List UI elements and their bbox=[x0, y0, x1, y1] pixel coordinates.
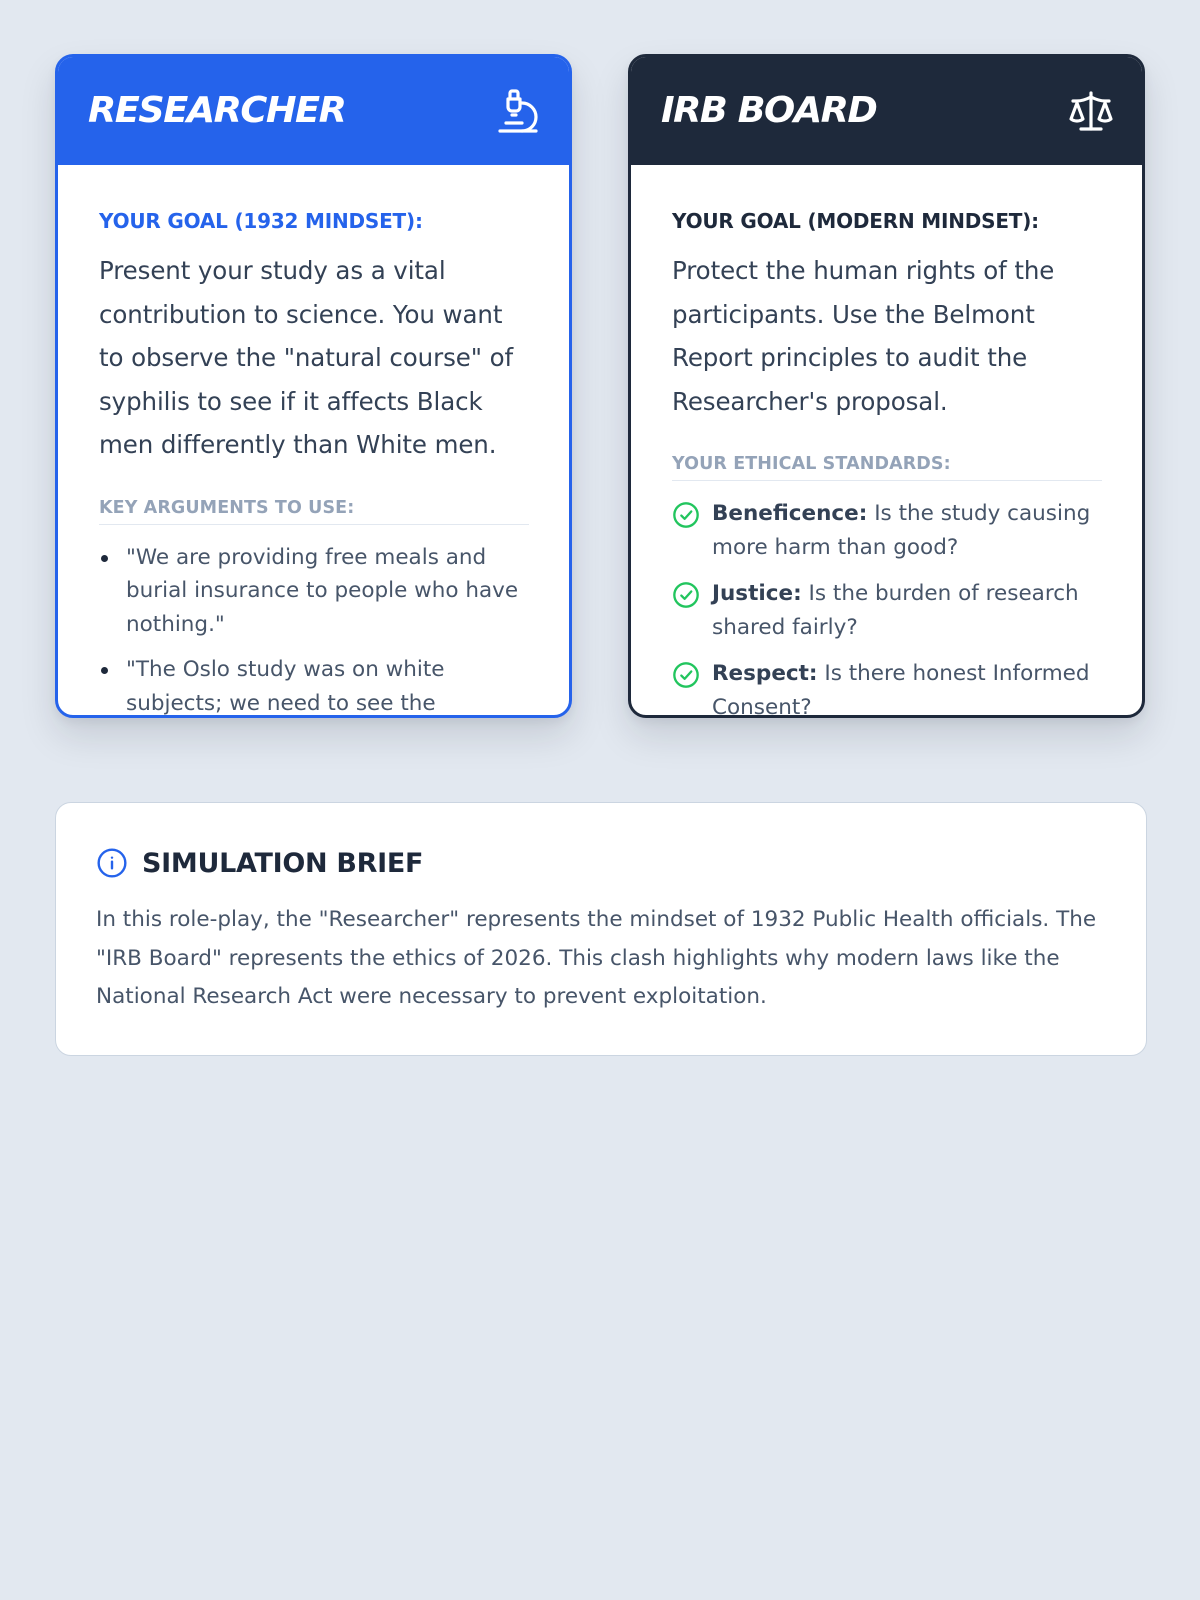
standard-text bbox=[712, 497, 1102, 564]
scale-icon bbox=[1067, 87, 1115, 135]
irb-header bbox=[631, 57, 1142, 165]
irb-body bbox=[631, 165, 1142, 718]
argument-text: "We are providing free meals and burial insurance to people who have nothing." bbox=[126, 544, 519, 637]
bullet-icon bbox=[101, 667, 108, 674]
researcher-header bbox=[58, 57, 569, 165]
researcher-title: RESEARCHER bbox=[88, 90, 346, 131]
arguments-label: KEY ARGUMENTS TO USE: bbox=[99, 497, 529, 525]
standard-text bbox=[712, 657, 1102, 718]
standards-list bbox=[672, 497, 1102, 718]
arguments-list bbox=[99, 541, 529, 719]
researcher-goal-text: Present your study as a vital contribution to science. You want to observe the "natural course" of syphilis to see if it affects Black men differently than White men. bbox=[99, 256, 513, 459]
check-circle-icon bbox=[672, 501, 700, 529]
brief-text: In this role-play, the "Researcher" represents the mindset of 1932 Public Health officials. The "IRB Board" represents the ethics of 2026. This clash highlights why modern laws like the National Research Act were necessary to prevent exploitation. bbox=[96, 907, 1097, 1009]
standards-label: YOUR ETHICAL STANDARDS: bbox=[672, 453, 1102, 481]
list-item bbox=[99, 653, 529, 718]
standard-name: Justice: bbox=[712, 581, 802, 606]
list-item bbox=[99, 541, 529, 642]
standard-desc: Is there honest Informed Consent? bbox=[712, 661, 1090, 718]
info-icon bbox=[96, 847, 128, 879]
check-circle-icon bbox=[672, 581, 700, 609]
researcher-card bbox=[55, 54, 572, 718]
irb-title: IRB BOARD bbox=[661, 90, 877, 131]
standard-desc: Is the study causing more harm than good? bbox=[712, 501, 1091, 560]
standard-desc: Is the burden of research shared fairly? bbox=[712, 581, 1079, 640]
microscope-icon bbox=[494, 87, 542, 135]
check-circle-icon bbox=[672, 661, 700, 689]
simulation-brief bbox=[55, 802, 1147, 1056]
standard-text bbox=[712, 577, 1102, 644]
standard-name: Beneficence: bbox=[712, 501, 868, 526]
irb-card bbox=[628, 54, 1145, 718]
brief-title: SIMULATION BRIEF bbox=[142, 847, 424, 879]
list-item bbox=[672, 657, 1102, 718]
standard-name: Respect: bbox=[712, 661, 818, 686]
researcher-body bbox=[58, 165, 569, 718]
brief-header bbox=[96, 847, 1106, 879]
list-item bbox=[672, 577, 1102, 644]
researcher-goal-label: YOUR GOAL (1932 MINDSET): bbox=[99, 209, 423, 233]
argument-text: "The Oslo study was on white subjects; we need to see the bbox=[126, 657, 445, 716]
irb-goal-text: Protect the human rights of the participants. Use the Belmont Report principles to audit the Researcher's proposal. bbox=[672, 256, 1055, 416]
list-item bbox=[672, 497, 1102, 564]
bullet-icon bbox=[101, 555, 108, 562]
irb-goal-label: YOUR GOAL (MODERN MINDSET): bbox=[672, 209, 1039, 233]
